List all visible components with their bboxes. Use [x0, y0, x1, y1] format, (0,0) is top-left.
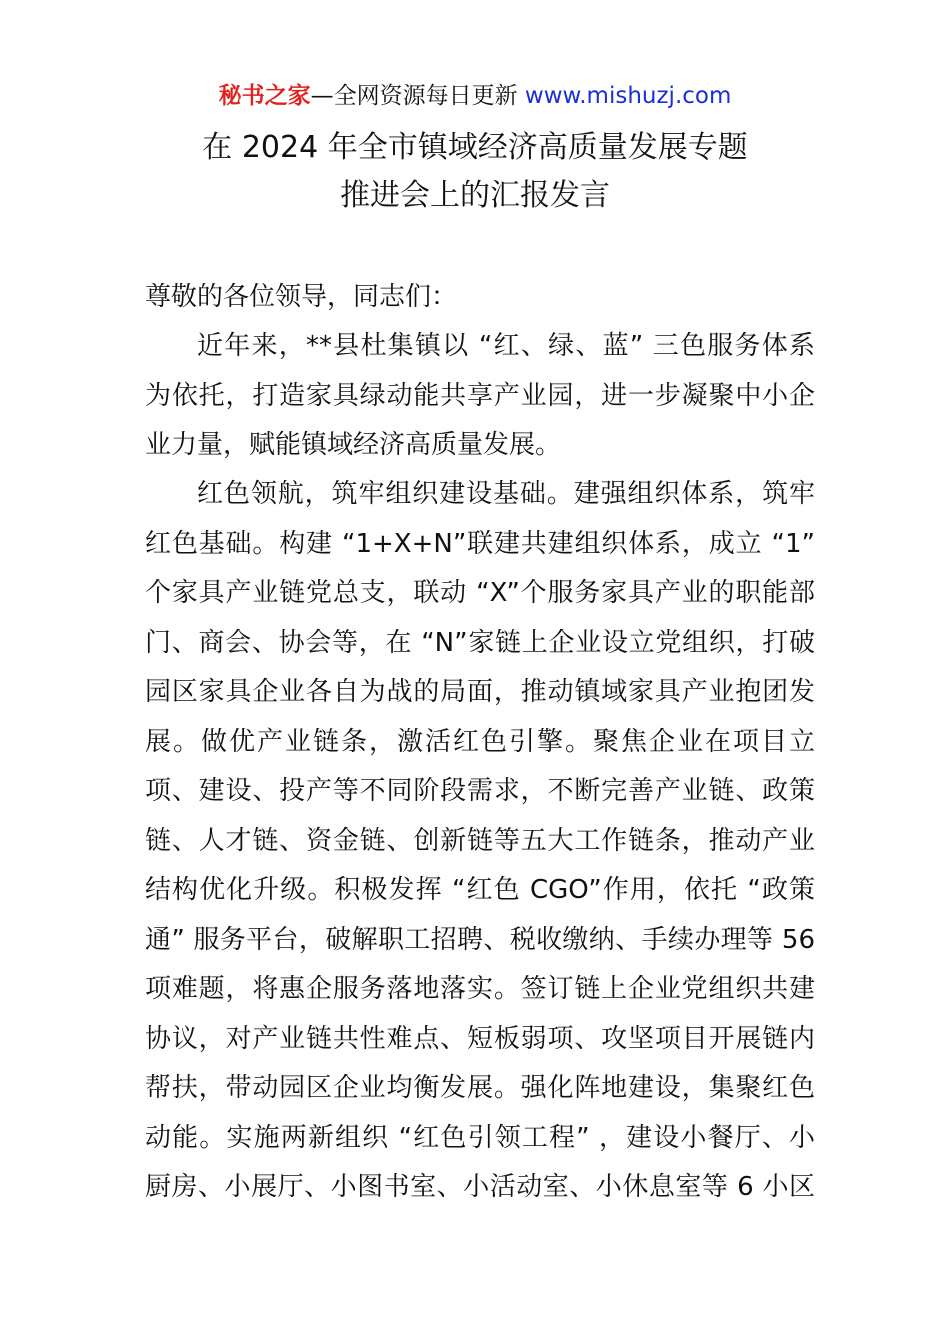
paragraph-line: 为依托，打造家具绿动能共享产业园，进一步凝聚中小企 — [145, 380, 815, 411]
paragraph-line: 结构优化升级。积极发挥 “红色 CGO”作用，依托 “政策 — [145, 875, 815, 905]
site-url-link[interactable]: www.mishuzj.com — [524, 83, 732, 109]
site-header — [0, 80, 950, 112]
paragraph-line: 项难题，将惠企服务落地落实。签订链上企业党组织共建 — [145, 974, 815, 1004]
paragraph-line: 项、建设、投产等不同阶段需求，不断完善产业链、政策 — [145, 776, 815, 806]
paragraph-line: 业力量，赋能镇域经济高质量发展。 — [145, 430, 562, 460]
document-title-line-2: 推进会上的汇报发言 — [340, 178, 610, 213]
paragraph-intro — [145, 322, 815, 471]
salutation: 尊敬的各位领导，同志们： — [145, 282, 458, 312]
paragraph-line: 协议，对产业链共性难点、短板弱项、攻坚项目开展链内 — [145, 1023, 815, 1054]
paragraph-line: 帮扶，带动园区企业均衡发展。强化阵地建设，集聚红色 — [145, 1073, 815, 1103]
paragraph-line: 红色领航，筑牢组织建设基础。建强组织体系，筑牢 — [197, 479, 815, 509]
paragraph-line: 红色基础。构建 “1+X+N”联建共建组织体系，成立 “1” — [145, 528, 815, 559]
paragraph-line: 通” 服务平台，破解职工招聘、税收缴纳、手续办理等 56 — [145, 924, 815, 955]
paragraph-line: 展。做优产业链条，激活红色引擎。聚焦企业在项目立 — [145, 726, 815, 757]
paragraph-line: 动能。实施两新组织 “红色引领工程” ，建设小餐厅、小 — [145, 1122, 815, 1153]
paragraph-line: 个家具产业链党总支，联动 “X”个服务家具产业的职能部 — [145, 578, 815, 608]
paragraph-line: 门、商会、协会等，在 “N”家链上企业设立党组织，打破 — [145, 627, 815, 658]
paragraph-red-leadership — [145, 470, 815, 1213]
site-brand: 秘书之家 — [218, 83, 311, 109]
site-tagline: —全网资源每日更新 — [310, 83, 518, 109]
paragraph-line: 园区家具企业各自为战的局面，推动镇域家具产业抱团发 — [145, 677, 815, 707]
document-title-line-1: 在 2024 年全市镇域经济高质量发展专题 — [202, 130, 748, 165]
paragraph-line: 链、人才链、资金链、创新链等五大工作链条，推动产业 — [145, 825, 815, 856]
paragraph-line: 厨房、小展厅、小图书室、小活动室、小休息室等 6 小区 — [145, 1172, 815, 1202]
paragraph-line: 近年来，**县杜集镇以 “红、绿、蓝” 三色服务体系 — [197, 331, 815, 361]
